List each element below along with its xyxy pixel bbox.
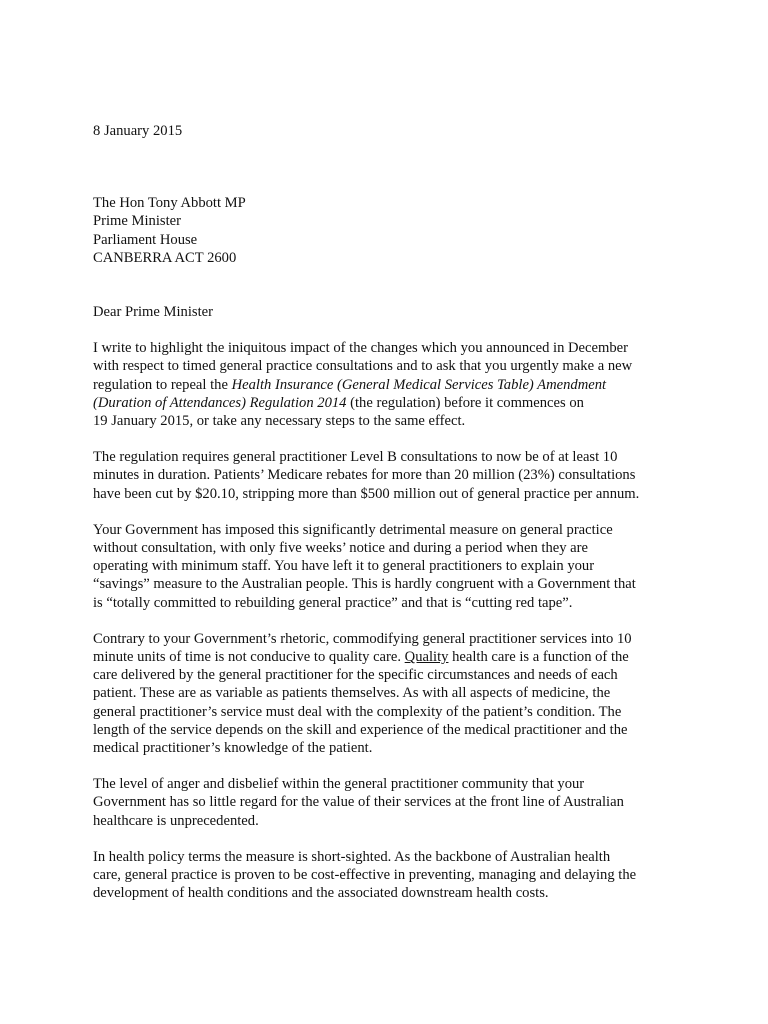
paragraph-line: medical practitioner’s knowledge of the patient. [93,740,373,757]
paragraph-line: minutes in duration. Patients’ Medicare rebates for more than 20 million (23%) consultations [93,467,636,484]
recipient-city: CANBERRA ACT 2600 [93,249,237,266]
paragraph-line: have been cut by $20.10, stripping more than $500 million out of general practice per annum. [93,485,640,502]
paragraph-4 [93,630,673,757]
paragraph-line: The level of anger and disbelief within the general practitioner community that your [93,776,585,793]
paragraph-line [93,376,673,394]
salutation: Dear Prime Minister [93,304,213,321]
recipient-building: Parliament House [93,231,198,248]
regulation-title-italic: (Duration of Attendances) Regulation 2014 [93,394,347,411]
paragraph-line: healthcare is unprecedented. [93,812,259,829]
paragraph-line [93,648,673,666]
paragraph-line: patient. These are as variable as patients themselves. As with all aspects of medicine, the [93,685,611,702]
text-run: (the regulation) before it commences on [346,394,584,411]
paragraph-line: is “totally committed to rebuilding general practice” and that is “cutting red tape”. [93,594,573,611]
paragraph-line: The regulation requires general practitioner Level B consultations to now be of at least 10 [93,449,618,466]
recipient-address [93,194,673,267]
paragraph-line: with respect to timed general practice consultations and to ask that you urgently make a new [93,358,633,375]
regulation-title-italic: Health Insurance (General Medical Services Table) Amendment [231,376,607,393]
paragraph-2 [93,448,673,503]
paragraph-line: care, general practice is proven to be cost-effective in preventing, managing and delaying the [93,867,637,884]
paragraph-line: operating with minimum staff. You have left it to general practitioners to explain your [93,558,595,575]
recipient-title: Prime Minister [93,213,181,230]
paragraph-line [93,394,673,412]
paragraph-1 [93,339,673,430]
paragraph-line: general practitioner’s service must deal with the complexity of the patient’s condition. The [93,703,622,720]
paragraph-line: development of health conditions and the associated downstream health costs. [93,885,549,902]
text-run: minute units of time is not conducive to quality care. [93,649,405,666]
paragraph-line: without consultation, with only five weeks’ notice and during a period when they are [93,540,588,557]
quality-underlined: Quality [404,649,449,666]
recipient-name: The Hon Tony Abbott MP [93,195,246,212]
paragraph-line: In health policy terms the measure is short-sighted. As the backbone of Australian health [93,848,611,865]
text-run: regulation to repeal the [93,376,232,393]
text-run: health care is a function of the [448,649,629,666]
paragraph-line: care delivered by the general practitioner for the specific circumstances and needs of each [93,667,618,684]
paragraph-line: “savings” measure to the Australian people. This is hardly congruent with a Government that [93,576,636,593]
paragraph-line: I write to highlight the iniquitous impact of the changes which you announced in December [93,340,628,357]
letter-date: 8 January 2015 [93,123,183,139]
paragraph-line: length of the service depends on the skill and experience of the medical practitioner and the [93,721,628,738]
paragraph-6 [93,848,673,903]
paragraph-line: Your Government has imposed this significantly detrimental measure on general practice [93,521,613,538]
letter-body [93,122,673,921]
paragraph-5 [93,775,673,830]
paragraph-line: 19 January 2015, or take any necessary steps to the same effect. [93,413,466,430]
paragraph-line: Contrary to your Government’s rhetoric, commodifying general practitioner services into 10 [93,630,632,647]
paragraph-line: Government has so little regard for the value of their services at the front line of Australian [93,794,624,811]
paragraph-3 [93,521,673,612]
